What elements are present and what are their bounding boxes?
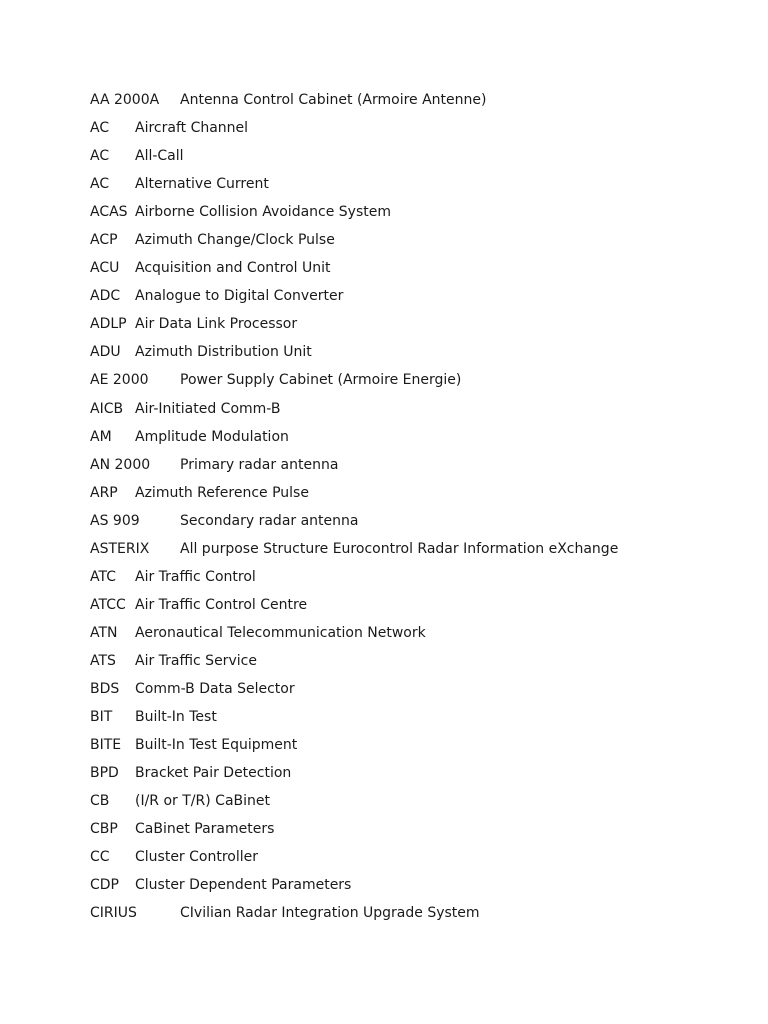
abbreviation-term: AC [90, 176, 110, 193]
abbreviation-definition: Air Data Link Processor [135, 316, 298, 333]
glossary-entry [90, 791, 730, 819]
abbreviation-term: AC [90, 148, 110, 165]
glossary-entry [90, 399, 730, 427]
abbreviation-term: AE 2000 [90, 372, 149, 389]
abbreviation-term: ATC [90, 568, 116, 585]
glossary-entry [90, 483, 730, 511]
abbreviation-term: BPD [90, 765, 119, 782]
glossary-entry [90, 567, 730, 595]
abbreviation-term: ADLP [90, 316, 127, 333]
abbreviation-definition: Air Traffic Service [135, 652, 257, 669]
abbreviation-term: AS 909 [90, 512, 140, 529]
abbreviation-term: ADU [90, 344, 121, 361]
glossary-entry [90, 679, 730, 707]
glossary-entry [90, 370, 730, 398]
abbreviation-term: AA 2000A [90, 92, 160, 108]
abbreviation-term: ACU [90, 260, 120, 277]
abbreviation-definition: Aeronautical Telecommunication Network [135, 624, 426, 641]
glossary-entry [90, 707, 730, 735]
abbreviation-definition: (I/R or T/R) CaBinet [135, 793, 270, 810]
abbreviation-definition: All-Call [135, 148, 184, 165]
glossary-entry [90, 735, 730, 763]
glossary-entry [90, 202, 730, 230]
glossary-entry [90, 903, 730, 931]
glossary-entry [90, 174, 730, 202]
glossary-entry [90, 819, 730, 847]
glossary-entry [90, 90, 730, 118]
abbreviation-definition: Airborne Collision Avoidance System [135, 204, 392, 221]
glossary-entry [90, 314, 730, 342]
abbreviation-definition: Primary radar antenna [180, 456, 339, 473]
abbreviation-term: BDS [90, 680, 120, 697]
abbreviation-definition: Air Traffic Control Centre [135, 596, 308, 613]
abbreviation-definition: Analogue to Digital Converter [135, 288, 344, 305]
glossary-entry [90, 455, 730, 483]
abbreviation-definition: Air Traffic Control [135, 568, 256, 585]
abbreviation-term: CDP [90, 877, 119, 894]
glossary-entry [90, 763, 730, 791]
abbreviation-definition: Acquisition and Control Unit [135, 260, 331, 277]
abbreviation-glossary [90, 90, 730, 931]
abbreviation-term: AICB [90, 400, 124, 417]
abbreviation-definition: Alternative Current [135, 176, 269, 193]
abbreviation-term: AM [90, 428, 112, 445]
glossary-entry [90, 286, 730, 314]
abbreviation-term: ARP [90, 484, 118, 501]
abbreviation-definition: Built-In Test Equipment [135, 737, 298, 754]
abbreviation-definition: Bracket Pair Detection [135, 765, 292, 782]
glossary-entry [90, 146, 730, 174]
abbreviation-definition: Azimuth Distribution Unit [135, 344, 312, 361]
abbreviation-definition: Cluster Controller [135, 849, 259, 866]
abbreviation-definition: CIvilian Radar Integration Upgrade System [180, 905, 480, 922]
abbreviation-term: CB [90, 793, 110, 810]
glossary-entry [90, 258, 730, 286]
glossary-entry [90, 651, 730, 679]
glossary-entry [90, 623, 730, 651]
abbreviation-definition: Power Supply Cabinet (Armoire Energie) [180, 372, 462, 389]
abbreviation-term: ADC [90, 288, 121, 305]
abbreviation-definition: Azimuth Reference Pulse [135, 484, 309, 501]
glossary-entry [90, 427, 730, 455]
abbreviation-definition: CaBinet Parameters [135, 821, 275, 838]
abbreviation-definition: Aircraft Channel [135, 120, 249, 137]
abbreviation-definition: Cluster Dependent Parameters [135, 877, 352, 894]
glossary-entry [90, 847, 730, 875]
abbreviation-term: ATN [90, 624, 118, 641]
abbreviation-definition: Air-Initiated Comm-B [135, 400, 281, 417]
abbreviation-term: CIRIUS [90, 905, 137, 922]
abbreviation-term: ACAS [90, 204, 128, 221]
abbreviation-term: ATCC [90, 596, 126, 613]
abbreviation-definition: Comm-B Data Selector [135, 680, 295, 697]
abbreviation-definition: Secondary radar antenna [180, 512, 359, 529]
glossary-entry [90, 230, 730, 258]
abbreviation-term: ASTERIX [90, 540, 150, 557]
abbreviation-term: CC [90, 849, 110, 866]
abbreviation-term: ATS [90, 652, 116, 669]
glossary-entry [90, 539, 730, 567]
abbreviation-term: AN 2000 [90, 456, 151, 473]
abbreviation-term: BIT [90, 709, 113, 726]
abbreviation-definition: Built-In Test [135, 709, 217, 726]
abbreviation-definition: All purpose Structure Eurocontrol Radar Information eXchange [180, 540, 619, 557]
abbreviation-definition: Antenna Control Cabinet (Armoire Antenne) [180, 92, 487, 108]
abbreviation-definition: Azimuth Change/Clock Pulse [135, 232, 335, 249]
glossary-entry [90, 875, 730, 903]
abbreviation-term: ACP [90, 232, 118, 249]
abbreviation-term: CBP [90, 821, 118, 838]
glossary-entry [90, 342, 730, 370]
abbreviation-term: AC [90, 120, 110, 137]
glossary-entry [90, 511, 730, 539]
abbreviation-definition: Amplitude Modulation [135, 428, 289, 445]
glossary-entry [90, 595, 730, 623]
abbreviation-term: BITE [90, 737, 122, 754]
glossary-entry [90, 118, 730, 146]
